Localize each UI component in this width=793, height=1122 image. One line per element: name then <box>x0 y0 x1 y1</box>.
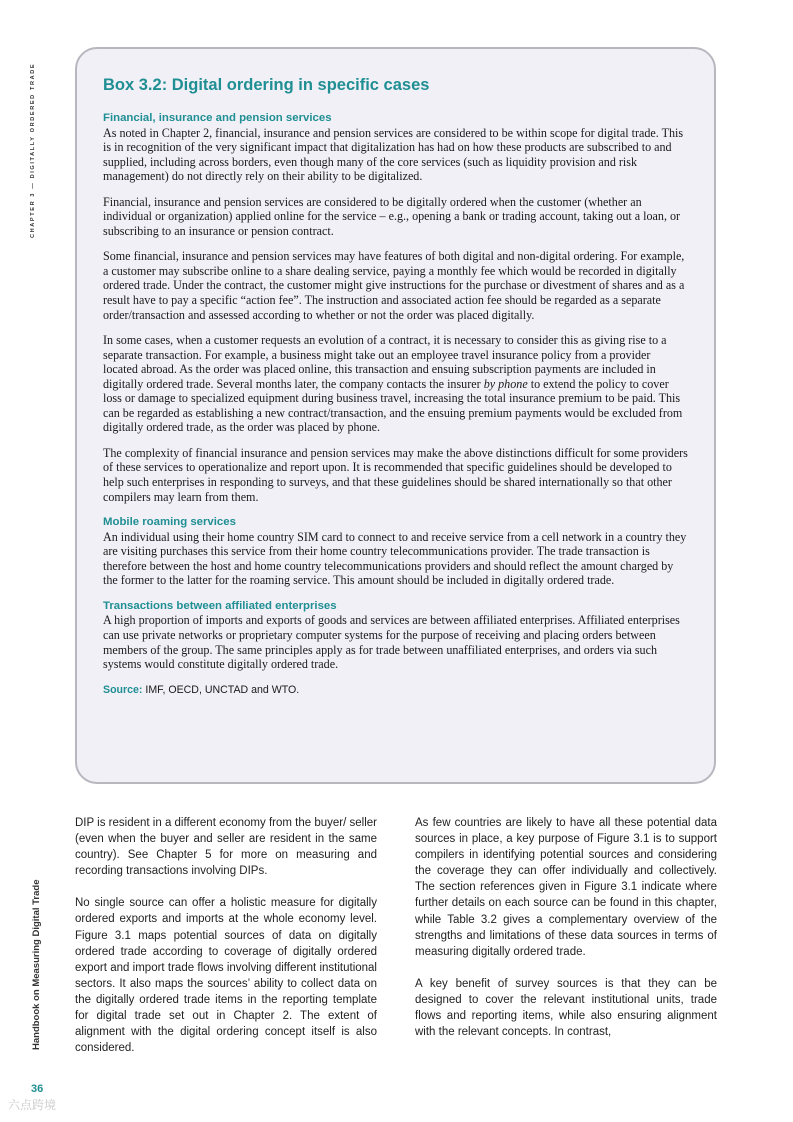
page-number: 36 <box>31 1083 44 1095</box>
paragraph: No single source can offer a holistic measure for digitally ordered exports and imports at the whole economy level. Figure 3.1 maps potential sources of data on digitally ordered trade according to coverage of digitally ordered export and import trade flows involving different institutional sectors. It also maps the sources’ ability to collect data on the digitally ordered trade items in the reporting template for digital trade set out in Chapter 2. The extent of alignment with the digital ordering concept itself is also considered. <box>75 897 377 1055</box>
paragraph: The complexity of financial insurance and pension services may make the above distinctions difficult for some providers of these services to operationalize and report upon. It is recommended that specific guidelines should be developed to help such enterprises in responding to surveys, and that these guidelines should be shared internationally so that other compilers may learn from them. <box>103 445 688 504</box>
emphasis-text: by phone <box>483 376 528 391</box>
chapter-running-head: CHAPTER 3 — DIGITALLY ORDERED TRADE <box>30 62 36 238</box>
subheading-financial: Financial, insurance and pension services <box>103 112 332 124</box>
paragraph: An individual using their home country SIM card to connect to and receive service from a cell network in a country they are visiting purchases this service from their home country telecommunications provider. The trade transaction is therefore between the host and home country telecommunications providers and should reflect the amount charged by the former to the latter for the roaming service. This amount should be included in digitally ordered trade. <box>103 529 687 588</box>
source-label: Source: <box>103 683 143 696</box>
subheading-affiliated: Transactions between affiliated enterprises <box>103 599 337 612</box>
paragraph-text: to extend the policy to cover loss or damage to specialized equipment during business travel, increasing the total insurance premium to be paid. This can be regarded as establishing a new contract/transaction, and the ensuing premium payments would be excluded from digitally ordered trade, as the order was placed by phone. <box>103 376 683 435</box>
paragraph: As noted in Chapter 2, financial, insurance and pension services are considered to be within scope for digital trade. This is in recognition of the very significant impact that digitalization has had on how these products are subscribed to and supplied, including across borders, even though many of the core services (such as liquidity provision and risk management) do not directly rely on their ability to be digitalized. <box>103 125 684 184</box>
subheading-mobile-roaming: Mobile roaming services <box>103 516 236 529</box>
body-column-right <box>415 815 717 1056</box>
watermark: 六点跨境 <box>8 1098 57 1112</box>
source-text: IMF, OECD, UNCTAD and WTO. <box>142 683 300 696</box>
paragraph <box>103 333 688 435</box>
box-body <box>103 111 688 697</box>
paragraph: As few countries are likely to have all these potential data sources in place, a key purpose of Figure 3.1 is to support compilers in identifying potential sources and considering the coverage they can offer individually and collectively. The section references given in Figure 3.1 indicate where further details on each source can be found in this chapter, while Table 3.2 gives a complementary overview of the strengths and limitations of these data sources in terms of measuring digitally ordered trade. <box>415 817 717 958</box>
source-note <box>103 683 688 698</box>
body-column-left <box>75 815 377 1072</box>
handbook-running-head: Handbook on Measuring Digital Trade <box>31 879 42 1050</box>
paragraph: A high proportion of imports and exports of goods and services are between affiliated enterprises. Affiliated enterprises can use private networks or proprietary computer systems for the purpose of receiving and placing orders between members of the group. The same principles apply as for trade between unaffiliated enterprises, and orders via such systems would constitute digitally ordered trade. <box>103 613 680 672</box>
paragraph: A key benefit of survey sources is that they can be designed to cover the relevant institutional units, trade flows and reporting items, while also ensuring alignment with the relevant concepts. In contrast, <box>415 977 717 1039</box>
paragraph: DIP is resident in a different economy from the buyer/ seller (even when the buyer and seller are resident in the same country). See Chapter 5 for more on measuring and recording transactions involving DIPs. <box>75 817 377 878</box>
box-title: Box 3.2: Digital ordering in specific cases <box>103 76 430 94</box>
box-3-2 <box>75 47 716 784</box>
paragraph-text: In some cases, when a customer requests an evolution of a contract, it is necessary to consider this as giving rise to a separate transaction. For example, a business might take out an employee travel insurance policy from a provider located abroad. As the order was placed online, this transaction and ensuing subscription payments are included in digitally ordered trade. Several months later, the company contacts the insurer <box>103 333 667 391</box>
paragraph: Some financial, insurance and pension services may have features of both digital and non-digital ordering. For example, a customer may subscribe online to a share dealing service, paying a monthly fee which would be recorded in digitally ordered trade. Under the contract, the customer might give instructions for the purchase or divestment of shares and as a result have to pay a specific “action fee”. The instruction and associated action fee should be regarded as a separate order/transaction and assessed according to whether or not the order was placed digitally. <box>103 249 685 322</box>
paragraph: Financial, insurance and pension services are considered to be digitally ordered when the customer (whether an individual or organization) applied online for the service – e.g., opening a bank or trading account, taking out a loan, or subscribing to an insurance or pension contract. <box>103 194 681 238</box>
